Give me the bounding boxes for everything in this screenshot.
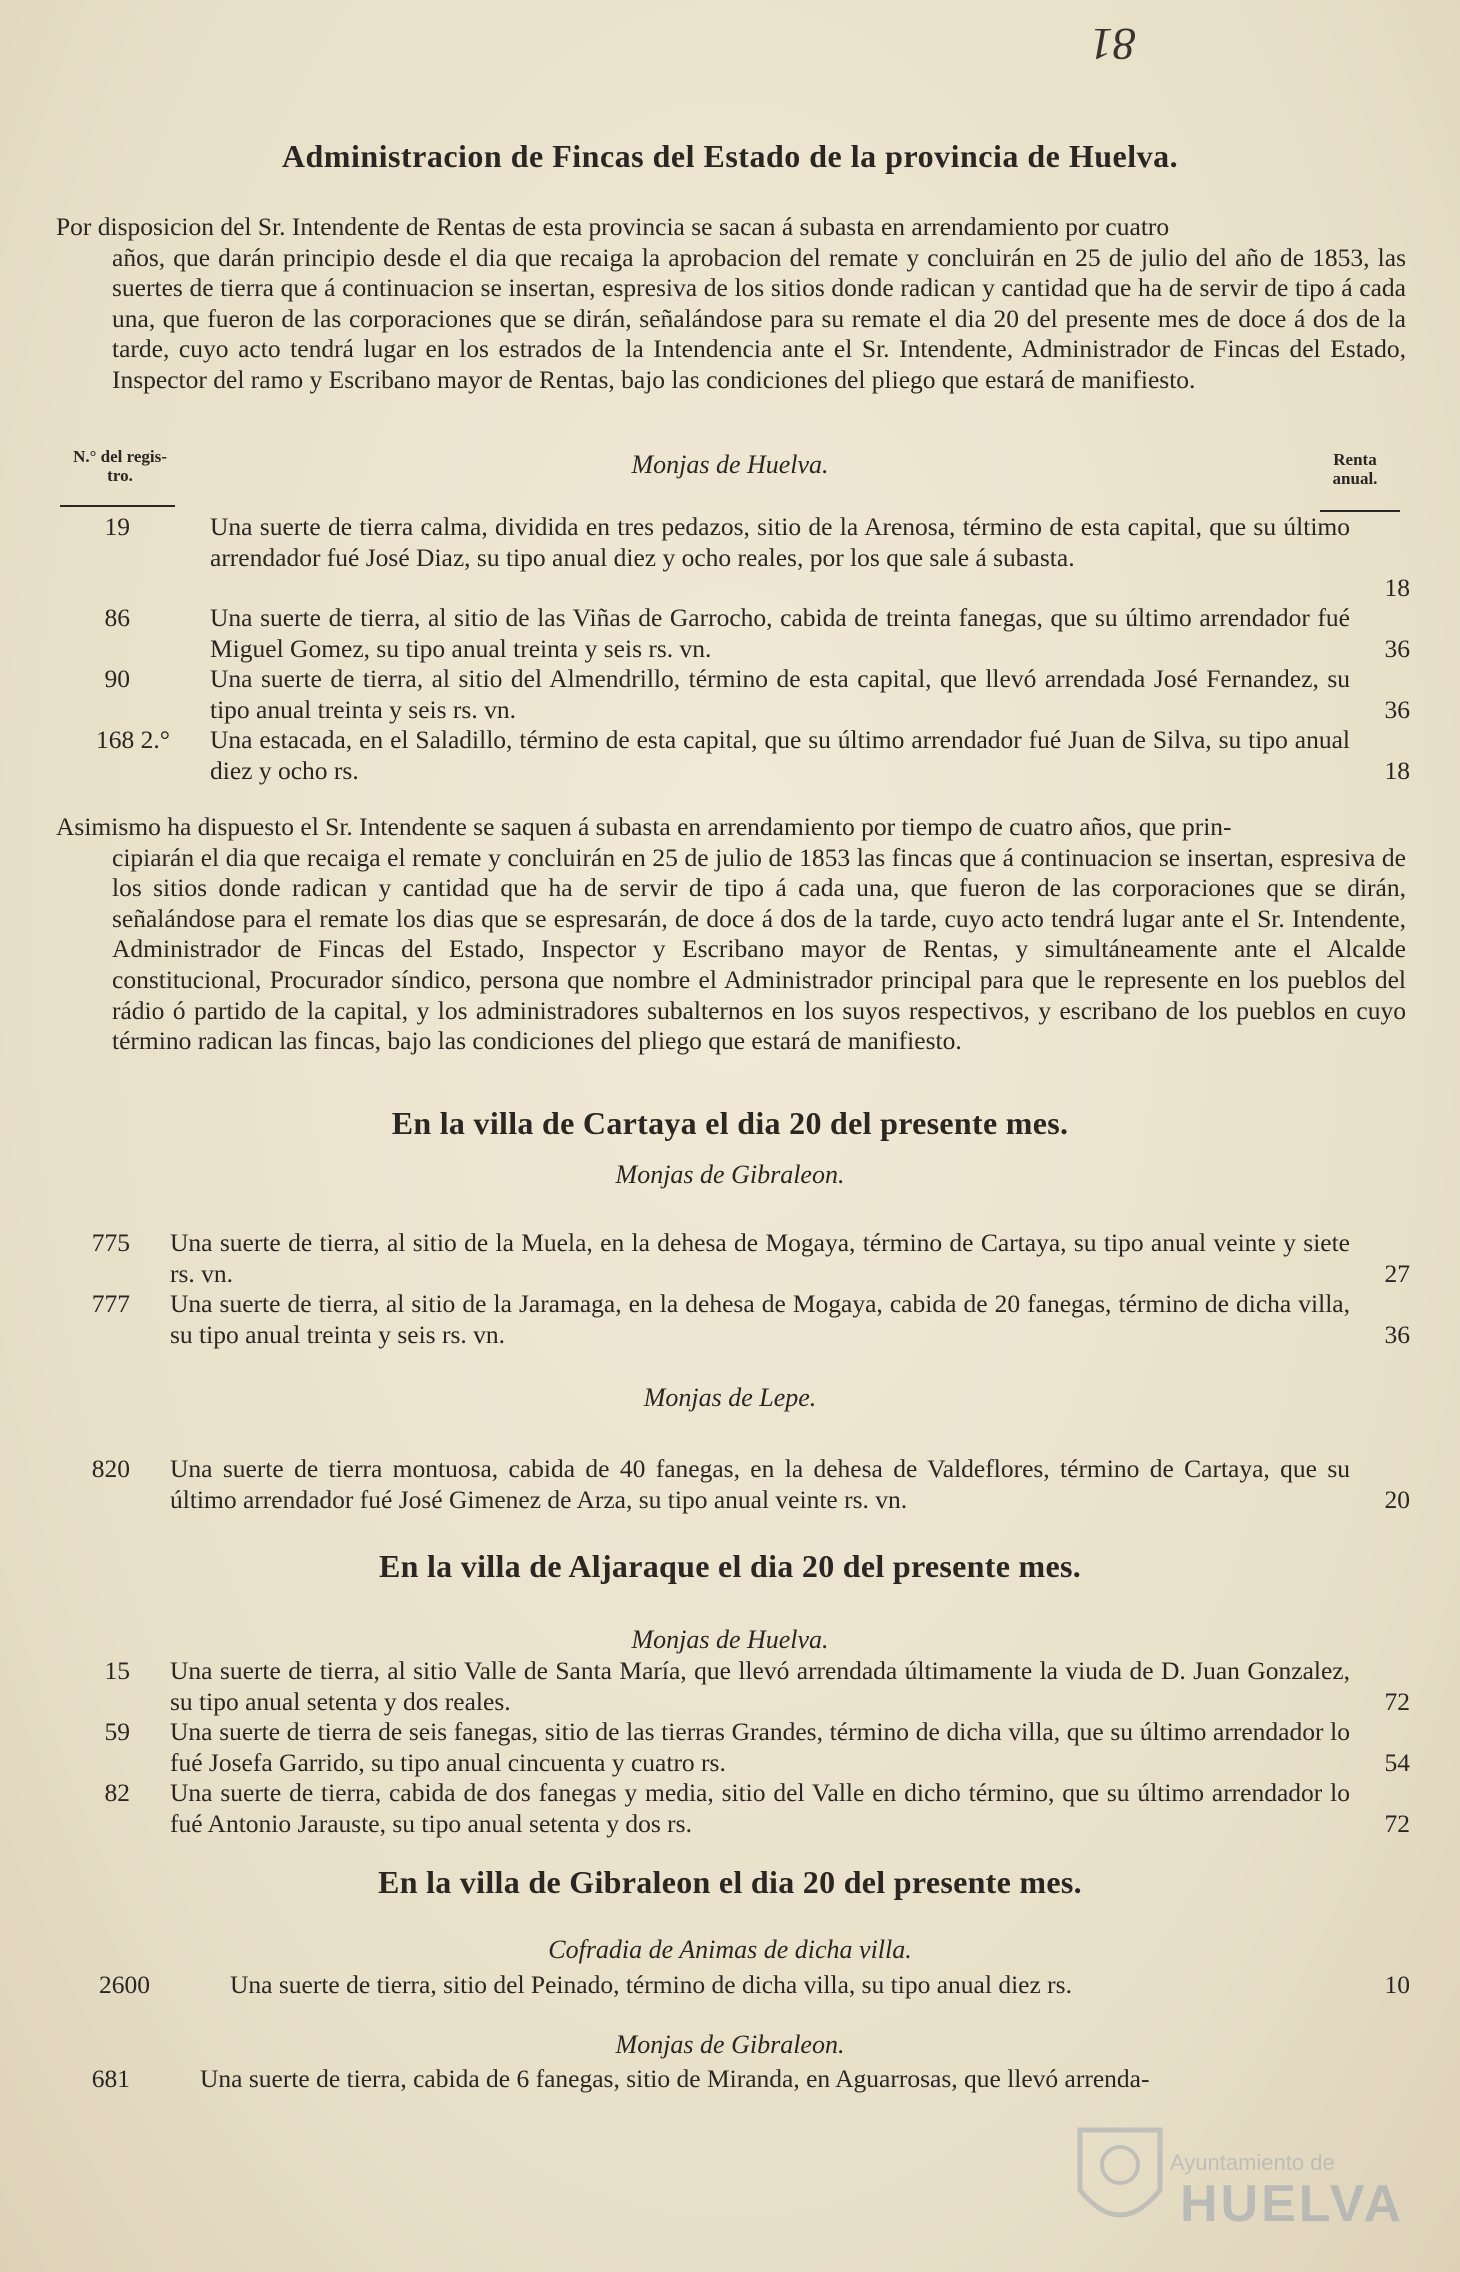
header-rule-left: [60, 505, 175, 507]
section-title-cartaya: En la villa de Cartaya el dia 20 del presente mes.: [391, 1105, 1069, 1141]
section-subhead: Monjas de Huelva.: [631, 1625, 829, 1654]
intro-body: años, que darán principio desde el dia que recaiga la aprobacion del remate y concluirán en 25 de julio del año de 1853, las suertes de tierra que á continuacion se insertan, espresiva de los sitios donde radican y cantidad que ha de servir de tipo á cada una, que fueron de las corporaciones que se dirán, señalándose para su remate el dia 20 del presente mes de doce á dos de la tarde, cuyo acto tendrá lugar en los estrados de la Intendencia ante el Sr. Intendente, Administrador de Fincas del Estado, Inspector del ramo y Escribano mayor de Rentas, bajo las condiciones del pliego que estará de manifiesto.: [112, 242, 1406, 394]
section-subhead: Monjas de Lepe.: [643, 1383, 817, 1412]
section-title-gibraleon: En la villa de Gibraleon el dia 20 del presente mes.: [378, 1864, 1082, 1900]
intro-first-line: Por disposicion del Sr. Intendente de Rentas de esta provincia se sacan á subasta en arrendamiento por cuatro: [56, 212, 1170, 241]
column-header-registry: N.° del regis- tro.: [73, 447, 167, 485]
intro-paragraph: [56, 212, 1406, 396]
second-body: cipiarán el dia que recaiga el remate y concluirán en 25 de julio de 1853 las fincas que á continuacion se insertan, espresiva de los sitios donde radican y cantidad que ha de servir de tipo á cada una, que fueron de las corporaciones que se dirán, señalándose para el remate los dias que se espresarán, de doce á dos de la tarde, cuyo acto tendrá lugar ante el Sr. Intendente, Administrador de Fincas del Estado, Inspector y Escribano mayor de Rentas, y simultáneamente ante el Alcalde constitucional, Procurador síndico, persona que nombre el Administrador principal para que le represente en los pueblos del rádio ó partido de la capital, y los administradores subalternos en los suyos respectivos, y escribano de los pueblos en cuyo término radican las fincas, bajo las condiciones del pliego que estará de manifiesto.: [112, 842, 1406, 1056]
watermark-text-line1: Ayuntamiento de: [1170, 2150, 1335, 2175]
folio-number: 81: [1090, 19, 1136, 70]
column-header-rent: Renta anual.: [1332, 450, 1378, 488]
second-first-line: Asimismo ha dispuesto el Sr. Intendente se saquen á subasta en arrendamiento por tiempo de cuatro años, que prin-: [56, 812, 1232, 841]
section-title-aljaraque: En la villa de Aljaraque el dia 20 del presente mes.: [378, 1548, 1082, 1584]
section-subhead: Monjas de Gibraleon.: [615, 2030, 845, 2059]
section-subhead: Monjas de Huelva.: [631, 450, 829, 479]
watermark-text-line2: HUELVA: [1180, 2175, 1405, 2233]
ayuntamiento-watermark: [1060, 2100, 1420, 2260]
section-subhead: Monjas de Gibraleon.: [615, 1160, 845, 1189]
coat-of-arms-icon: [1060, 2110, 1180, 2250]
second-paragraph: [56, 812, 1406, 1057]
document-title: Administracion de Fincas del Estado de la provincia de Huelva.: [281, 138, 1179, 174]
section-subhead: Cofradia de Animas de dicha villa.: [548, 1935, 912, 1964]
document-page: 81 Administracion de Fincas del Estado de la provincia de Huelva. Por disposicion del Sr. Intendente de Rentas de esta provincia se sacan á subasta en arrendamiento por cuatro años, que darán principio desde el dia que recaiga la aprobacion del remate y concluirán en 25 de julio del año de 1853, las suertes de tierra que á continuacion se insertan, espresiva de los sitios donde radican y cantidad que ha de servir de tipo á cada una, que fueron de las corporaciones que se dirán, señalándose para su remate el dia 20 del presente mes de doce á dos de la tarde, cuyo acto tendrá lugar en los estrados de la Intendencia ante el Sr. Intendente, Administrador de Fincas del Estado, Inspector del ramo y Escribano mayor de Rentas, bajo las condiciones del pliego que estará de manifiesto. N.° del regis- tro. Renta anual. Monjas de Huelva. 19 Una suerte de tierra calma, dividida en tres pedazos, sitio de la Arenosa, término de esta capital, que su último arrendador fué José Diaz, su tipo anual diez y ocho reales, por los que sale á subasta. 18 86 Una suerte de tierra, al sitio de las Viñas de Garrocho, cabida de treinta fanegas, que su último arrendador fué Miguel Gomez, su tipo anual treinta y seis rs. vn. 36 90 Una suerte de tierra, al sitio del Almendrillo, término de esta capital, que llevó arrendada José Fernandez, su tipo anual treinta y seis rs. vn. 36 168 2.° Una estacada, en el Saladillo, término de esta capital, que su último arrendador fué Juan de Silva, su tipo anual diez y ocho rs. 18 Asimismo ha dispuesto el Sr. Intendente se saquen á subasta en arrendamiento por tiempo de cuatro años, que prin- cipiarán el dia que recaiga el remate y concluirán en 25 de julio de 1853 las fincas que á continuacion se insertan, espresiva de los sitios donde radican y cantidad que ha de servir de tipo á cada una, que fueron de las corporaciones que se dirán, señalándose para el remate los dias que se espresarán, de doce á dos de la tarde, cuyo acto tendrá lugar ante el Sr. Intendente, Administrador de Fincas del Estado, Inspector y Escribano mayor de Rentas, y simultáneamente ante el Alcalde constitucional, Procurador síndico, persona que nombre el Administrador principal para que le represente en los pueblos del rádio ó partido de la capital, y los administradores subalternos en los suyos respectivos, y escribano de los pueblos en cuyo término radican las fincas, bajo las condiciones del pliego que estará de manifiesto. En la villa de Cartaya el dia 20 del presente mes. Monjas de Gibraleon. 775 Una suerte de tierra, al sitio de la Muela, en la dehesa de Mogaya, término de Cartaya, su tipo anual veinte y siete rs. vn. 27 777 Una suerte de tierra, al sitio de la Jaramaga, en la dehesa de Mogaya, cabida de 20 fanegas, término de dicha villa, su tipo anual treinta y seis rs. vn. 36 Monjas de Lepe. 820 Una suerte de tierra montuosa, cabida de 40 fanegas, en la dehesa de Valdeflores, término de Cartaya, que su último arrendador fué José Gimenez de Arza, su tipo anual veinte rs. vn. 20 En la villa de Aljaraque el dia 20 del presente mes. Monjas de Huelva. 15 Una suerte de tierra, al sitio Valle de Santa María, que llevó arrendada últimamente la viuda de D. Juan Gonzalez, su tipo anual setenta y dos reales. 72 59 Una suerte de tierra de seis fanegas, sitio de las tierras Grandes, término de dicha villa, que su último arrendador lo fué Josefa Garrido, su tipo anual cincuenta y cuatro rs. 54 82 Una suerte de tierra, cabida de dos fanegas y media, sitio del Valle en dicho término, que su último arrendador lo fué Antonio Jarauste, su tipo anual setenta y dos rs. 72 En la villa de Gibraleon el dia 20 del presente mes. Cofradia de Animas de dicha villa. 2600 Una suerte de tierra, sitio del Peinado, término de dicha villa, su tipo anual diez rs. 10 Monjas de Gibraleon. 681 Una suerte de tierra, cabida de 6 fanegas, sitio de Miranda, en Aguarrosas, que llevó arrenda- Ayuntamiento de HUELVA: [0, 0, 1460, 2272]
